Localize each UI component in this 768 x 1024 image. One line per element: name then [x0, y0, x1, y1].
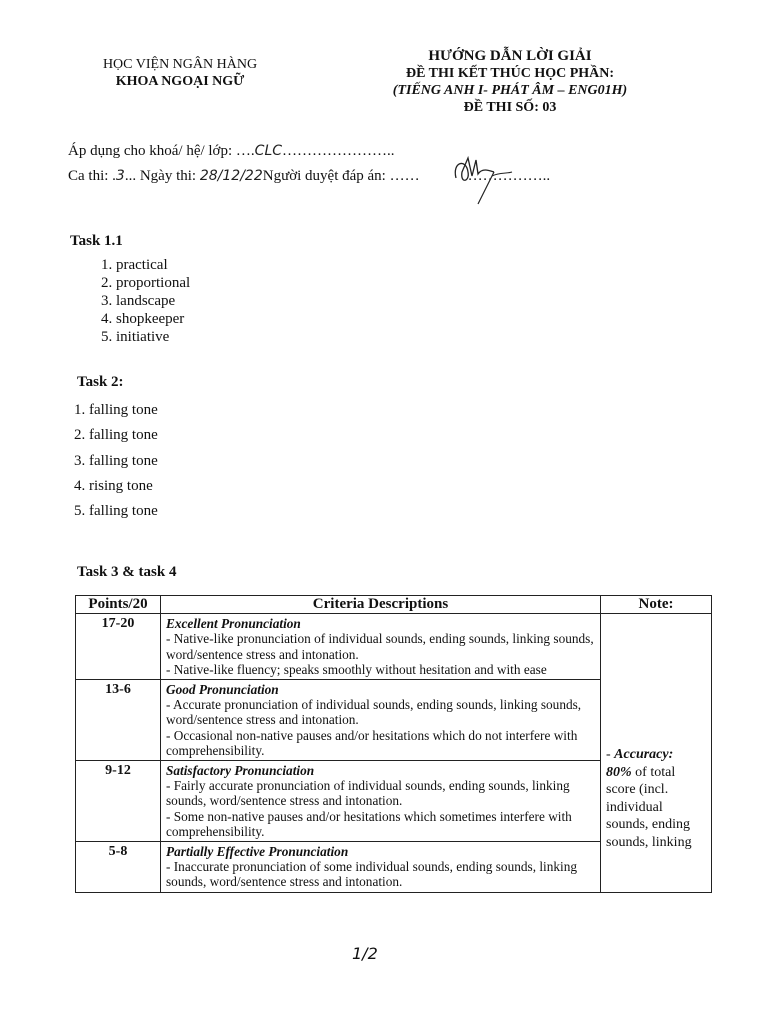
faculty-name: KHOA NGOẠI NGỮ — [115, 74, 245, 89]
task1-answer-list — [92, 256, 190, 346]
criteria-table — [75, 595, 712, 893]
institution-header — [80, 56, 280, 90]
note-prefix: - — [606, 747, 615, 763]
list-item: 5. falling tone — [74, 503, 158, 520]
criteria-line: - Occasional non-native pauses and/or hesitations which do not interfere with comprehensibility. — [166, 727, 578, 758]
table-row — [76, 614, 712, 680]
criteria-title: Partially Effective Pronunciation — [166, 844, 349, 860]
points-cell: 9-12 — [76, 761, 161, 842]
task34-title: Task 3 & task 4 — [77, 564, 177, 580]
note-percent: 80% — [606, 764, 632, 780]
exam-header — [360, 48, 660, 116]
doc-title: HƯỚNG DẪN LỜI GIẢI — [428, 48, 592, 64]
criteria-line: - Inaccurate pronunciation of some individual sounds, ending sounds, linking sounds, word/sentence stress and intonation. — [166, 859, 578, 890]
list-item: 4. shopkeeper — [116, 310, 190, 328]
apply-label: Áp dụng cho khoá/ hệ/ lớp: …. — [68, 143, 255, 159]
points-header: Points/20 — [76, 596, 161, 614]
exam-number: ĐỀ THI SỐ: 03 — [463, 100, 557, 115]
list-item: 5. initiative — [116, 328, 190, 346]
shift-value: 3 — [115, 168, 125, 184]
task2-answer-list — [74, 398, 158, 524]
list-item: 4. rising tone — [74, 477, 153, 494]
points-cell: 13-6 — [76, 680, 161, 761]
criteria-line: - Native-like pronunciation of individual sounds, ending sounds, linking sounds, word/sentence stress and intonation. — [166, 631, 594, 662]
approver-label: Người duyệt đáp án: …… — [262, 168, 420, 184]
list-item: 3. landscape — [116, 292, 190, 310]
note-text — [606, 616, 706, 851]
course-name: (TIẾNG ANH I- PHÁT ÂM – ENG01H) — [392, 83, 628, 98]
exam-title: ĐỀ THI KẾT THÚC HỌC PHẦN: — [405, 66, 615, 81]
criteria-title: Satisfactory Pronunciation — [166, 763, 315, 779]
note-rest: of total score (incl. individual sounds, ending sounds, linking — [606, 764, 692, 850]
apply-value: CLC — [254, 143, 283, 159]
points-cell: 5-8 — [76, 842, 161, 893]
criteria-line: - Accurate pronunciation of individual sounds, ending sounds, linking sounds, word/sentence stress and intonation. — [166, 697, 582, 728]
criteria-header: Criteria Descriptions — [161, 596, 601, 614]
list-item: 3. falling tone — [74, 452, 158, 469]
task1-title: Task 1.1 — [70, 233, 123, 249]
table-header-row — [76, 596, 712, 614]
criteria-line: - Native-like fluency; speaks smoothly without hesitation and with ease — [166, 661, 547, 677]
date-label: ... Ngày thi: — [124, 168, 200, 184]
approver-dots: …………….. — [467, 168, 551, 184]
criteria-title: Excellent Pronunciation — [166, 616, 301, 632]
institution-name: HỌC VIỆN NGÂN HÀNG — [102, 57, 258, 72]
criteria-title: Good Pronunciation — [166, 682, 279, 698]
note-header: Note: — [601, 596, 712, 614]
date-value: 28/12/22 — [199, 168, 263, 184]
apply-line — [68, 143, 395, 160]
criteria-line: - Fairly accurate pronunciation of individual sounds, ending sounds, linking sounds, word/sentence stress and intonation. — [166, 778, 570, 809]
approver-signature — [448, 152, 538, 208]
criteria-cell — [161, 680, 601, 761]
shift-label: Ca thi: . — [68, 168, 116, 184]
criteria-cell — [161, 614, 601, 680]
criteria-cell — [161, 761, 601, 842]
page-number: 1/2 — [352, 944, 378, 963]
apply-dots: ………………….. — [282, 143, 395, 159]
task2-title: Task 2: — [77, 374, 124, 390]
criteria-line: - Some non-native pauses and/or hesitations which sometimes interfere with comprehensibility. — [166, 808, 572, 839]
list-item: 2. falling tone — [74, 427, 158, 444]
list-item: 1. falling tone — [74, 402, 158, 418]
note-accuracy-label: Accuracy: — [614, 747, 674, 763]
list-item: 1. practical — [116, 256, 190, 274]
criteria-cell — [161, 842, 601, 893]
note-cell — [601, 614, 712, 892]
points-cell: 17-20 — [76, 614, 161, 680]
list-item: 2. proportional — [116, 274, 190, 292]
